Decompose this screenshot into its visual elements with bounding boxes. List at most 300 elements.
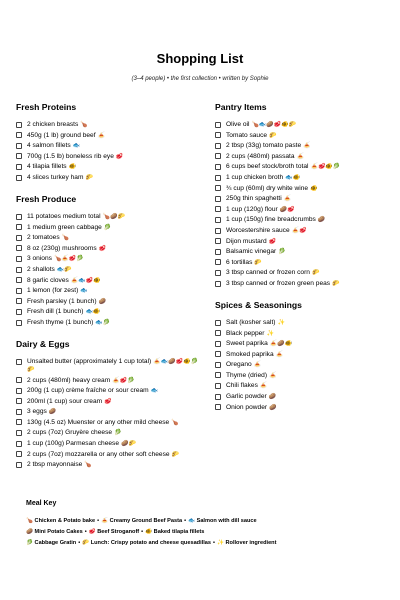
- item-text: [226, 393, 393, 401]
- checklist-item: [16, 387, 204, 395]
- checkbox[interactable]: [16, 320, 22, 326]
- checklist-item: [16, 419, 204, 427]
- item-text: [27, 255, 204, 263]
- checkbox[interactable]: [16, 122, 22, 128]
- meal-tag-icons: 🍝🐟🥩🐠: [70, 277, 101, 284]
- separator: •: [184, 518, 187, 524]
- item-text: [226, 351, 393, 359]
- meal-label: Mini Potato Cakes: [34, 529, 83, 535]
- meal-tag-icons: 🌮: [269, 132, 277, 139]
- item-text: [226, 216, 393, 224]
- meal-icon: 🐠: [145, 529, 153, 535]
- meal-tag-icons: 🌮: [332, 280, 340, 287]
- item-label: 6 tortillas: [226, 258, 253, 266]
- checkbox[interactable]: [16, 388, 22, 394]
- item-label: 130g (4.5 oz) Muenster or any other mild cheese: [27, 418, 170, 426]
- checklist-item: [16, 398, 204, 406]
- item-label: 2 cups (7oz) mozzarella or any other soft cheese: [27, 450, 170, 458]
- checkbox[interactable]: [215, 404, 221, 410]
- checkbox[interactable]: [16, 377, 22, 383]
- checklist-item: [215, 259, 393, 267]
- item-label: 8 garlic cloves: [27, 276, 69, 284]
- item-label: 2 shallots: [27, 265, 55, 273]
- checklist-item: [16, 255, 204, 263]
- meal-icon: 🍗: [26, 518, 33, 524]
- checklist-item: [215, 153, 393, 161]
- item-text: [27, 440, 204, 448]
- meal-tag-icons: 🌮: [254, 259, 262, 266]
- checklist-item: [16, 287, 204, 295]
- meal-tag-icons: 🥔: [268, 394, 277, 401]
- item-text: [226, 372, 393, 380]
- checklist-item: [215, 280, 393, 288]
- item-text: [226, 142, 393, 150]
- item-label: ¾ cup (60ml) dry white wine: [226, 184, 309, 192]
- item-label: 2 cups (480ml) passata: [226, 152, 295, 160]
- checkbox[interactable]: [16, 409, 22, 415]
- meal-tag-icons: 🥬: [278, 249, 286, 256]
- item-text: [226, 280, 393, 288]
- checklist-item: [16, 358, 204, 374]
- separator: •: [212, 540, 215, 546]
- item-text: [226, 132, 393, 140]
- item-label: 2 cups (7oz) Gruyère cheese: [27, 429, 113, 437]
- item-label: Unsalted butter (approximately 1 cup total): [27, 357, 152, 365]
- item-label: 4 salmon fillets: [27, 142, 71, 150]
- item-text: [27, 266, 204, 274]
- section-heading: Fresh Proteins: [16, 102, 77, 112]
- item-text: [27, 245, 204, 253]
- checklist-item: [215, 132, 393, 140]
- item-text: [27, 358, 204, 374]
- checkbox[interactable]: [16, 359, 22, 365]
- item-text: [27, 234, 204, 242]
- meal-label: Cabbage Gratin: [34, 540, 77, 546]
- checkbox[interactable]: [16, 451, 22, 457]
- checkbox[interactable]: [16, 462, 22, 468]
- item-label: 3 onions: [27, 255, 52, 263]
- item-label: 2 cups (480ml) heavy cream: [27, 376, 111, 384]
- checkbox[interactable]: [16, 235, 22, 241]
- checklist-item: [16, 174, 204, 182]
- item-label: Fresh dill (1 bunch): [27, 308, 84, 316]
- meal-icon: 🥔: [26, 529, 33, 535]
- item-text: [27, 451, 204, 459]
- checklist-item: [215, 121, 393, 129]
- checklist-item: [215, 361, 393, 369]
- section-dairy-eggs: [16, 339, 204, 469]
- meal-tag-icons: 🍝: [97, 132, 106, 139]
- checklist-item: [215, 216, 393, 224]
- checkbox[interactable]: [215, 351, 221, 357]
- checkbox[interactable]: [215, 394, 221, 400]
- checkbox[interactable]: [16, 309, 22, 315]
- meal-tag-icons: 🥔: [98, 298, 107, 305]
- checklist-item: [16, 266, 204, 274]
- checklist-item: [16, 132, 204, 140]
- checklist-item: [215, 382, 393, 390]
- item-label: Salt (kosher salt): [226, 318, 276, 326]
- item-label: 200g (1 cup) crème fraîche or sour cream: [27, 387, 149, 395]
- meal-icon: 🥬: [26, 540, 33, 546]
- checkbox[interactable]: [215, 206, 221, 212]
- meal-tag-icons: 🥩: [115, 153, 124, 160]
- item-text: [27, 174, 204, 182]
- checkbox[interactable]: [16, 430, 22, 436]
- checkbox[interactable]: [16, 245, 22, 251]
- meal-tag-icons: 🍝🐟🥔🥩🐠🥬🌮: [27, 358, 199, 373]
- item-text: [226, 330, 393, 338]
- meal-tag-icons: 🥔: [317, 217, 326, 224]
- separator: •: [97, 518, 100, 524]
- item-text: [27, 398, 204, 406]
- item-label: 450g (1 lb) ground beef: [27, 131, 96, 139]
- item-text: [226, 174, 393, 182]
- checkbox[interactable]: [215, 238, 221, 244]
- meal-tag-icons: 🥔: [48, 409, 57, 416]
- checklist-item: [215, 340, 393, 348]
- checkbox[interactable]: [215, 259, 221, 265]
- checklist-item: [16, 461, 204, 469]
- item-text: [226, 382, 393, 390]
- page-subtitle: (3–4 people) • the first collection • written by Sophie: [131, 76, 269, 82]
- item-text: [226, 361, 393, 369]
- left-column: [16, 102, 204, 472]
- item-list: [16, 358, 204, 469]
- checkbox[interactable]: [215, 143, 221, 149]
- meal-tag-icons: 🐠: [310, 185, 318, 192]
- item-label: 8 oz (230g) mushrooms: [27, 244, 97, 252]
- meal-label: Beef Stroganoff: [97, 529, 140, 535]
- checklist-item: [215, 163, 393, 171]
- item-text: [27, 224, 204, 232]
- meal-tag-icons: 🥔🥩: [279, 206, 295, 213]
- item-list: [16, 213, 204, 327]
- item-label: Chili flakes: [226, 382, 258, 390]
- checkbox[interactable]: [215, 362, 221, 368]
- checkbox[interactable]: [215, 164, 221, 170]
- checklist-item: [215, 227, 393, 235]
- item-label: 2 tbsp (33g) tomato paste: [226, 142, 302, 150]
- meal-key-line: [26, 516, 386, 527]
- item-text: [226, 206, 393, 214]
- checkbox[interactable]: [215, 270, 221, 276]
- section-spices: [215, 300, 393, 412]
- checklist-item: [215, 330, 393, 338]
- item-label: 250g thin spaghetti: [226, 195, 282, 203]
- meal-icon: 🥩: [88, 529, 96, 535]
- checkbox[interactable]: [16, 398, 22, 404]
- checkbox[interactable]: [16, 214, 22, 220]
- item-text: [27, 213, 204, 221]
- section-heading: Dairy & Eggs: [16, 338, 70, 349]
- checkbox[interactable]: [215, 132, 221, 138]
- checkbox[interactable]: [16, 153, 22, 159]
- checkbox[interactable]: [215, 320, 221, 326]
- item-text: [226, 340, 393, 348]
- item-text: [27, 142, 204, 150]
- section-heading: Fresh Produce: [16, 193, 77, 204]
- meal-tag-icons: 🍗: [61, 235, 70, 242]
- right-column: [215, 102, 393, 414]
- meal-icon: ✨: [216, 540, 224, 546]
- item-label: 1 cup (150g) fine breadcrumbs: [226, 216, 316, 224]
- item-label: 1 lemon (for zest): [27, 287, 79, 295]
- checkbox[interactable]: [215, 228, 221, 234]
- item-label: Smoked paprika: [226, 350, 274, 358]
- item-text: [226, 248, 393, 256]
- item-text: [27, 387, 204, 395]
- checkbox[interactable]: [16, 267, 22, 273]
- meal-tag-icons: 🍝: [283, 196, 292, 203]
- meal-key-heading: Meal Key: [26, 500, 57, 507]
- meal-tag-icons: 🍝: [253, 362, 262, 369]
- checkbox[interactable]: [16, 419, 22, 425]
- item-text: [226, 319, 393, 327]
- meal-tag-icons: 🍝: [269, 372, 277, 379]
- item-text: [27, 132, 204, 140]
- checkbox[interactable]: [215, 122, 221, 128]
- item-text: [27, 121, 204, 129]
- meal-tag-icons: 🥩: [268, 238, 277, 245]
- checklist-item: [16, 245, 204, 253]
- page-title: Shopping List: [156, 51, 244, 66]
- checklist-item: [16, 308, 204, 316]
- item-label: Oregano: [226, 361, 252, 369]
- item-label: 3 eggs: [27, 408, 47, 416]
- meal-tag-icons: 🍝: [296, 153, 305, 160]
- checkbox[interactable]: [16, 224, 22, 230]
- item-text: [226, 185, 393, 193]
- meal-icon: 🌮: [82, 540, 90, 546]
- checklist-item: [16, 153, 204, 161]
- checklist-item: [215, 238, 393, 246]
- item-label: Black pepper: [226, 329, 265, 337]
- item-label: 2 tomatoes: [27, 234, 60, 242]
- meal-tag-icons: 🐠: [68, 164, 77, 171]
- item-list: [215, 319, 393, 412]
- checkbox[interactable]: [215, 175, 221, 181]
- checklist-item: [215, 372, 393, 380]
- item-label: 11 potatoes medium total: [27, 212, 101, 220]
- checklist-item: [16, 319, 204, 327]
- item-label: 4 slices turkey ham: [27, 173, 84, 181]
- item-label: 1 cup (100g) Parmesan cheese: [27, 440, 120, 448]
- item-label: 3 tbsp canned or frozen corn: [226, 269, 310, 277]
- checklist-item: [16, 213, 204, 221]
- item-text: [27, 153, 204, 161]
- item-label: Fresh parsley (1 bunch): [27, 297, 97, 305]
- checkbox[interactable]: [215, 249, 221, 255]
- item-text: [27, 277, 204, 285]
- checklist-item: [16, 142, 204, 150]
- item-label: 6 cups beef stock/broth total: [226, 163, 309, 171]
- checkbox[interactable]: [215, 185, 221, 191]
- checklist-item: [16, 121, 204, 129]
- item-text: [27, 319, 204, 327]
- item-text: [27, 429, 204, 437]
- meal-tag-icons: 🌮: [171, 451, 180, 458]
- checklist-item: [215, 351, 393, 359]
- checkbox[interactable]: [16, 441, 22, 447]
- item-list: [16, 121, 204, 182]
- meal-tag-icons: 🥩: [98, 245, 107, 252]
- meal-key-line: [26, 538, 386, 549]
- separator: •: [84, 529, 87, 535]
- item-text: [226, 227, 393, 235]
- checkbox[interactable]: [16, 175, 22, 181]
- item-text: [27, 419, 204, 427]
- checklist-item: [16, 234, 204, 242]
- checkbox[interactable]: [215, 196, 221, 202]
- checkbox[interactable]: [215, 153, 221, 159]
- meal-tag-icons: 🐟: [72, 143, 81, 150]
- checklist-item: [215, 404, 393, 412]
- meal-tag-icons: 🍝🥔🐠: [269, 341, 293, 348]
- checklist-item: [215, 142, 393, 150]
- item-text: [226, 269, 393, 277]
- meal-key: [26, 500, 386, 549]
- section-heading: Spices & Seasonings: [215, 299, 302, 310]
- item-text: [226, 153, 393, 161]
- item-label: 700g (1.5 lb) boneless rib eye: [27, 152, 114, 160]
- meal-tag-icons: 🌮: [311, 270, 320, 277]
- item-label: Garlic powder: [226, 393, 267, 401]
- checklist-item: [16, 277, 204, 285]
- item-text: [226, 238, 393, 246]
- item-text: [27, 461, 204, 469]
- item-label: 1 cup (120g) flour: [226, 205, 278, 213]
- item-list: [215, 121, 393, 288]
- checkbox[interactable]: [16, 288, 22, 294]
- meal-label: Creamy Ground Beef Pasta: [109, 518, 183, 524]
- meal-tag-icons: 🍗🥔🌮: [102, 213, 125, 220]
- item-label: 3 tbsp canned or frozen green peas: [226, 279, 331, 287]
- meal-tag-icons: 🍗: [80, 122, 88, 128]
- meal-tag-icons: 🍗: [84, 462, 92, 469]
- checkbox[interactable]: [16, 277, 22, 283]
- checkbox[interactable]: [215, 217, 221, 223]
- item-text: [27, 298, 204, 306]
- checkbox[interactable]: [215, 341, 221, 347]
- item-label: 1 cup chicken broth: [226, 173, 284, 181]
- checkbox[interactable]: [16, 164, 22, 170]
- meal-tag-icons: 🐟🐠: [85, 309, 101, 316]
- item-label: Dijon mustard: [226, 237, 267, 245]
- meal-label: Chicken & Potato bake: [34, 518, 96, 524]
- checkbox[interactable]: [16, 132, 22, 138]
- meal-icon: 🐟: [188, 518, 196, 524]
- checklist-item: [16, 163, 204, 171]
- checklist-item: [16, 224, 204, 232]
- checkbox[interactable]: [16, 143, 22, 149]
- meal-tag-icons: 🥩: [104, 398, 112, 405]
- meal-key-line: [26, 527, 386, 538]
- checkbox[interactable]: [16, 298, 22, 304]
- checklist-item: [215, 248, 393, 256]
- meal-key-lines: [26, 516, 386, 549]
- checklist-item: [16, 377, 204, 385]
- item-text: [27, 408, 204, 416]
- item-label: Sweet paprika: [226, 340, 268, 348]
- section-pantry-items: [215, 102, 393, 288]
- item-text: [27, 287, 204, 295]
- checkbox[interactable]: [215, 383, 221, 389]
- meal-tag-icons: 🐟: [80, 288, 88, 295]
- checklist-item: [215, 319, 393, 327]
- item-label: Fresh thyme (1 bunch): [27, 318, 94, 326]
- meal-tag-icons: ✨: [266, 330, 274, 337]
- item-text: [226, 121, 393, 129]
- checklist-item: [215, 206, 393, 214]
- checkbox[interactable]: [215, 281, 221, 287]
- checklist-item: [16, 298, 204, 306]
- item-label: 2 chicken breasts: [27, 121, 79, 128]
- checkbox[interactable]: [16, 256, 22, 262]
- item-text: [226, 163, 393, 171]
- item-text: [226, 195, 393, 203]
- meal-icon: 🍝: [101, 518, 109, 524]
- section-fresh-produce: [16, 194, 204, 327]
- meal-tag-icons: 🥔: [269, 404, 277, 411]
- item-text: [27, 377, 204, 385]
- meal-tag-icons: 🍝🥩🥬: [112, 377, 135, 384]
- item-text: [226, 404, 393, 412]
- meal-tag-icons: 🐟🐠: [285, 174, 301, 181]
- item-text: [27, 163, 204, 171]
- meal-label: Baked tilapia fillets: [153, 529, 205, 535]
- item-label: Worcestershire sauce: [226, 226, 290, 234]
- checkbox[interactable]: [215, 330, 221, 336]
- checklist-item: [16, 451, 204, 459]
- meal-tag-icons: ✨: [277, 319, 285, 326]
- checklist-item: [215, 393, 393, 401]
- item-label: Tomato sauce: [226, 131, 268, 139]
- meal-tag-icons: 🥔🌮: [121, 441, 136, 448]
- section-heading: Pantry Items: [215, 102, 267, 112]
- meal-tag-icons: 🌮: [85, 174, 93, 181]
- checkbox[interactable]: [215, 372, 221, 378]
- meal-tag-icons: 🍗🐟🥔🥩🐠🌮: [251, 122, 297, 128]
- separator: •: [141, 529, 144, 535]
- item-text: [226, 259, 393, 267]
- item-text: [27, 308, 204, 316]
- section-fresh-proteins: [16, 102, 204, 182]
- checklist-item: [16, 440, 204, 448]
- separator: •: [78, 540, 81, 546]
- checklist-item: [16, 408, 204, 416]
- meal-tag-icons: 🍝: [275, 351, 284, 358]
- item-label: 1 medium green cabbage: [27, 223, 102, 231]
- meal-tag-icons: 🍗🍝🥩🥬: [53, 256, 84, 263]
- checklist-item: [215, 174, 393, 182]
- item-label: Thyme (dried): [226, 371, 268, 379]
- item-label: 2 tbsp mayonnaise: [27, 461, 83, 469]
- meal-tag-icons: 🥬: [114, 430, 122, 437]
- checklist-item: [16, 429, 204, 437]
- item-label: Balsamic vinegar: [226, 248, 277, 256]
- meal-tag-icons: 🍝🥩: [291, 227, 307, 234]
- item-label: Onion powder: [226, 403, 268, 411]
- item-label: 4 tilapia fillets: [27, 163, 67, 171]
- meal-label: Salmon with dill sauce: [196, 518, 257, 524]
- checklist-item: [215, 195, 393, 203]
- meal-tag-icons: 🐟🥬: [95, 319, 111, 326]
- checklist-item: [215, 185, 393, 193]
- checklist-item: [215, 269, 393, 277]
- meal-label: Rollover ingredient: [225, 540, 277, 546]
- meal-tag-icons: 🐟: [150, 388, 159, 395]
